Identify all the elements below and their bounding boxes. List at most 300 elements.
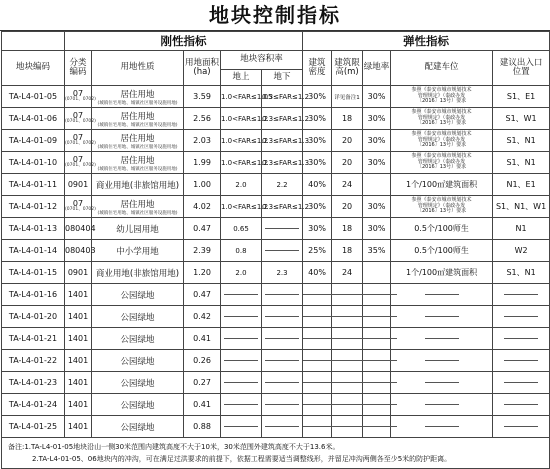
cell-density: [303, 350, 332, 372]
dash-mark: [265, 250, 299, 251]
property-name: 幼儿园用地: [116, 224, 159, 235]
table-row: [2, 394, 550, 416]
corner-cell: [2, 32, 65, 51]
cell-far-above: 0.8: [221, 240, 262, 262]
dash-mark: [332, 382, 366, 383]
cell-code: TA-L4-01-10: [2, 152, 65, 174]
cell-entrance: [493, 416, 550, 438]
cell-code: TA-L4-01-24: [2, 394, 65, 416]
property-name: 公园绿地: [120, 334, 155, 345]
cell-cls: [65, 130, 96, 152]
cell-entrance: [493, 350, 550, 372]
cell-prop: [92, 416, 184, 438]
class-code: 1401: [67, 311, 89, 321]
cell-far-below: [262, 416, 303, 438]
cell-area: 2.39: [184, 240, 221, 262]
cell-code: TA-L4-01-21: [2, 328, 65, 350]
cell-height: 18: [332, 218, 363, 240]
cell-height: 24: [332, 174, 363, 196]
cell-green: [363, 174, 391, 196]
cell-cls: [65, 262, 92, 284]
dash-mark: [265, 338, 299, 339]
cell-far-below: [262, 394, 303, 416]
dash-mark: [363, 426, 397, 427]
property-name: 商业用地(非旅馆用地): [95, 180, 180, 191]
dash-mark: [332, 404, 366, 405]
table-row: [2, 130, 550, 152]
dash-mark: [504, 360, 538, 361]
dash-mark: [265, 404, 299, 405]
dash-mark: [425, 316, 459, 317]
dash-mark: [504, 338, 538, 339]
cell-prop: [92, 328, 184, 350]
cell-green: [363, 394, 391, 416]
cell-prop: [92, 350, 184, 372]
cell-green: [363, 284, 391, 306]
cell-height: 20: [332, 130, 363, 152]
property-name: 商业用地(非旅馆用地): [95, 268, 180, 279]
dash-mark: [265, 360, 299, 361]
property-name: 居住用地: [120, 133, 155, 144]
cell-green: 30%: [363, 86, 391, 108]
elastic-indicators-header: 弹性指标: [303, 32, 550, 51]
property-name: 公园绿地: [120, 378, 155, 389]
dash-mark: [425, 338, 459, 339]
table-row: [2, 262, 550, 284]
cell-code: TA-L4-01-14: [2, 240, 65, 262]
cell-cls: [65, 284, 92, 306]
property-sub: (城镇住宅用地、城镇社区服务设施用地): [97, 210, 178, 216]
cell-entrance: [493, 284, 550, 306]
cell-far-above: [221, 350, 262, 372]
cell-area: 0.26: [184, 350, 221, 372]
class-code-sub: (0701、0702): [65, 141, 96, 147]
cell-cls: [65, 350, 92, 372]
cell-area: 1.00: [184, 174, 221, 196]
class-code: 07: [72, 111, 84, 121]
cell-cls: [65, 328, 92, 350]
cell-entrance: [493, 306, 550, 328]
cell-far-above: [221, 328, 262, 350]
header-entrance: 建议出入口 位置: [493, 51, 550, 86]
dash-mark: [363, 294, 397, 295]
cell-far-above: 1.0<FAR≤1.2: [221, 108, 262, 130]
cell-far-above: 1.0<FAR≤1.2: [221, 130, 262, 152]
cell-far-below: [262, 240, 303, 262]
cell-density: [303, 416, 332, 438]
cell-entrance: N1、E1: [493, 174, 550, 196]
cell-code: TA-L4-01-23: [2, 372, 65, 394]
property-sub: (城镇住宅用地、城镇社区服务设施用地): [97, 122, 178, 128]
dash-mark: [265, 316, 299, 317]
cell-green: [363, 416, 391, 438]
class-code: 07: [72, 89, 84, 99]
cell-cls: [65, 394, 92, 416]
cell-height: [332, 394, 363, 416]
cell-green: [363, 306, 391, 328]
cell-area: 0.42: [184, 306, 221, 328]
cell-area: 0.88: [184, 416, 221, 438]
cell-far-above: 2.0: [221, 174, 262, 196]
cell-green: 30%: [363, 108, 391, 130]
cell-entrance: [493, 328, 550, 350]
dash-mark: [425, 404, 459, 405]
cell-code: TA-L4-01-06: [2, 108, 65, 130]
cell-cls: [65, 86, 96, 108]
cell-green: 30%: [363, 196, 391, 218]
dash-mark: [504, 404, 538, 405]
dash-mark: [363, 404, 397, 405]
cell-parking: [391, 350, 493, 372]
cell-height: 20: [332, 152, 363, 174]
property-sub: (城镇住宅用地、城镇社区服务设施用地): [97, 166, 178, 172]
cell-cls: [65, 306, 92, 328]
cell-prop: [92, 196, 184, 218]
cell-prop: [92, 86, 184, 108]
property-name: 居住用地: [120, 111, 155, 122]
dash-mark: [224, 316, 258, 317]
control-indicator-table: [1, 31, 550, 469]
property-sub: (城镇住宅用地、城镇社区服务设施用地): [97, 100, 178, 106]
cell-cls: [65, 416, 92, 438]
cell-far-above: [221, 284, 262, 306]
dash-mark: [265, 294, 299, 295]
table-row: [2, 152, 550, 174]
dash-mark: [504, 426, 538, 427]
dash-mark: [332, 316, 366, 317]
cell-parking: 参照《泰安市城市规划技术 管理规定》（泰政办发 〔2016〕13号）要求: [391, 196, 493, 218]
dash-mark: [504, 294, 538, 295]
cell-area: 0.47: [184, 284, 221, 306]
cell-far-above: [221, 416, 262, 438]
cell-prop: [92, 262, 184, 284]
cell-density: [303, 328, 332, 350]
cell-far-below: 0.3≤FAR≤1.2: [262, 196, 303, 218]
cell-far-above: 1.0<FAR≤1.05: [221, 86, 262, 108]
cell-far-above: 1.0<FAR≤1.2: [221, 152, 262, 174]
note-1: 备注:1.TA-L4-01-05地块沿山一侧30米范围内建筑高度不大于10米，30米范围外建筑高度不大于13.6米。: [8, 443, 340, 451]
cell-code: TA-L4-01-12: [2, 196, 65, 218]
cell-height: [332, 350, 363, 372]
dash-mark: [332, 360, 366, 361]
cell-far-below: 0.3≤FAR≤1.3: [262, 152, 303, 174]
cell-parking: [391, 372, 493, 394]
property-name: 居住用地: [120, 155, 155, 166]
cell-parking: 1个/100㎡建筑面积: [391, 174, 493, 196]
cell-prop: [92, 218, 184, 240]
cell-height: 20: [332, 196, 363, 218]
cell-code: TA-L4-01-16: [2, 284, 65, 306]
class-code: 07: [72, 133, 84, 143]
dash-mark: [425, 360, 459, 361]
cell-height: [332, 328, 363, 350]
dash-mark: [332, 294, 366, 295]
class-code-sub: (0701、0702): [65, 97, 96, 103]
cell-area: 1.99: [184, 152, 221, 174]
header-height: 建筑限 高(m): [332, 51, 363, 86]
cell-prop: [92, 394, 184, 416]
cell-parking: 参照《泰安市城市规划技术 管理规定》（泰政办发 〔2016〕13号）要求: [391, 130, 493, 152]
property-name: 公园绿地: [120, 356, 155, 367]
cell-cls: [65, 174, 92, 196]
cell-green: [363, 350, 391, 372]
cell-green: 35%: [363, 240, 391, 262]
cell-green: 30%: [363, 130, 391, 152]
cell-far-above: 1.0<FAR≤1.2: [221, 196, 262, 218]
dash-mark: [425, 294, 459, 295]
cell-far-above: [221, 372, 262, 394]
class-code: 1401: [67, 333, 89, 343]
dash-mark: [224, 294, 258, 295]
dash-mark: [363, 382, 397, 383]
dash-mark: [363, 360, 397, 361]
property-name: 公园绿地: [120, 422, 155, 433]
table-row: [2, 350, 550, 372]
cell-code: TA-L4-01-25: [2, 416, 65, 438]
cell-prop: [92, 174, 184, 196]
page-title: 地块控制指标: [0, 0, 550, 31]
class-code-sub: (0701、0702): [65, 119, 96, 125]
cell-area: 0.41: [184, 394, 221, 416]
header-code: 地块编码: [2, 51, 65, 86]
cell-prop: [92, 240, 184, 262]
cell-density: 30%: [303, 130, 332, 152]
cell-area: 2.03: [184, 130, 221, 152]
cell-prop: [92, 130, 184, 152]
cell-far-below: [262, 306, 303, 328]
header-density: 建筑 密度: [303, 51, 332, 86]
class-code-sub: (0701、0702): [65, 163, 96, 169]
property-name: 中小学用地: [116, 246, 159, 257]
header-class-code: 分类 编码: [65, 51, 92, 86]
rigid-indicators-header: 刚性指标: [65, 32, 303, 51]
cell-area: 3.59: [184, 86, 221, 108]
cell-far-below: [262, 328, 303, 350]
class-code: 080404: [65, 223, 96, 233]
class-code: 1401: [67, 399, 89, 409]
cell-far-below: 0.3≤FAR≤1.3: [262, 130, 303, 152]
cell-far-below: [262, 284, 303, 306]
cell-density: [303, 306, 332, 328]
cell-density: 30%: [303, 108, 332, 130]
cell-green: [363, 262, 391, 284]
cell-density: 30%: [303, 152, 332, 174]
class-code-sub: (0701、0702): [65, 207, 96, 213]
cell-code: TA-L4-01-15: [2, 262, 65, 284]
header-area: [184, 51, 221, 86]
cell-cls: [65, 240, 96, 262]
cell-area: 4.02: [184, 196, 221, 218]
cell-parking: 参照《泰安市城市规划技术 管理规定》（泰政办发 〔2016〕13号）要求: [391, 152, 493, 174]
cell-far-below: 0.3≤FAR≤1.2: [262, 86, 303, 108]
cell-area: 2.56: [184, 108, 221, 130]
dash-mark: [425, 426, 459, 427]
cell-prop: [92, 108, 184, 130]
class-code: 1401: [67, 355, 89, 365]
dash-mark: [265, 382, 299, 383]
header-far-above: 地上: [221, 70, 262, 86]
cell-cls: [65, 108, 96, 130]
cell-parking: 0.5个/100师生: [391, 218, 493, 240]
cell-height: [332, 372, 363, 394]
cell-entrance: [493, 372, 550, 394]
table-row: [2, 196, 550, 218]
header-area-label: 用地面积: [184, 57, 219, 68]
cell-height: 18: [332, 240, 363, 262]
cell-density: 25%: [303, 240, 332, 262]
cell-far-above: 2.0: [221, 262, 262, 284]
cell-far-above: [221, 306, 262, 328]
header-far-below: 地下: [262, 70, 303, 86]
dash-mark: [363, 316, 397, 317]
table-row: [2, 306, 550, 328]
header-green: 绿地率: [363, 51, 391, 86]
cell-height: [332, 416, 363, 438]
cell-density: [303, 284, 332, 306]
dash-mark: [224, 338, 258, 339]
table-row: [2, 240, 550, 262]
class-code: 1401: [67, 421, 89, 431]
cell-far-below: [262, 350, 303, 372]
dash-mark: [265, 426, 299, 427]
cell-cls: [65, 152, 96, 174]
table-body: [2, 86, 550, 438]
property-name: 居住用地: [120, 89, 155, 100]
note-2: 2.TA-L4-01-05、06地块内的冲沟，可在满足过洪要求的前提下，依据工程需要适当调整线形，并留足冲沟两侧各至少5米的防护距离。: [32, 455, 452, 463]
cell-parking: 1个/100㎡建筑面积: [391, 262, 493, 284]
table-row: [2, 218, 550, 240]
cell-parking: 0.5个/100师生: [391, 240, 493, 262]
cell-area: 0.27: [184, 372, 221, 394]
cell-density: 30%: [303, 86, 332, 108]
cell-density: 40%: [303, 174, 332, 196]
cell-parking: 参照《泰安市城市规划技术 管理规定》（泰政办发 〔2016〕13号）要求: [391, 86, 493, 108]
header-far: 地块容积率: [221, 51, 303, 70]
dash-mark: [504, 316, 538, 317]
dash-mark: [265, 228, 299, 229]
cell-height: 24: [332, 262, 363, 284]
class-code: 0901: [67, 267, 89, 277]
cell-area: 1.20: [184, 262, 221, 284]
cell-entrance: N1: [493, 218, 550, 240]
dash-mark: [224, 426, 258, 427]
cell-entrance: W2: [493, 240, 550, 262]
cell-height: [332, 284, 363, 306]
table-row: [2, 174, 550, 196]
cell-entrance: S1、N1: [493, 130, 550, 152]
cell-parking: [391, 416, 493, 438]
cell-green: [363, 372, 391, 394]
cell-code: TA-L4-01-20: [2, 306, 65, 328]
cell-code: TA-L4-01-22: [2, 350, 65, 372]
cell-parking: 参照《泰安市城市规划技术 管理规定》（泰政办发 〔2016〕13号）要求: [391, 108, 493, 130]
cell-entrance: [493, 394, 550, 416]
dash-mark: [363, 338, 397, 339]
class-code: 0901: [67, 179, 89, 189]
cell-entrance: S1、N1: [493, 152, 550, 174]
cell-cls: [65, 218, 96, 240]
cell-prop: [92, 284, 184, 306]
dash-mark: [224, 382, 258, 383]
cell-density: 30%: [303, 196, 332, 218]
dash-mark: [504, 382, 538, 383]
cell-far-below: [262, 218, 303, 240]
property-sub: (城镇住宅用地、城镇社区服务设施用地): [97, 144, 178, 150]
cell-parking: [391, 306, 493, 328]
cell-code: TA-L4-01-13: [2, 218, 65, 240]
cell-far-above: [221, 394, 262, 416]
cell-far-below: 2.3: [262, 262, 303, 284]
table-row: [2, 416, 550, 438]
cell-area: 0.47: [184, 218, 221, 240]
cell-parking: [391, 284, 493, 306]
cell-density: 30%: [303, 218, 332, 240]
cell-prop: [92, 306, 184, 328]
table-row: [2, 86, 550, 108]
cell-far-above: 0.65: [221, 218, 262, 240]
cell-density: [303, 394, 332, 416]
class-code: 07: [72, 199, 84, 209]
notes: [2, 438, 550, 469]
cell-height: 详见备注1: [332, 86, 363, 108]
dash-mark: [425, 382, 459, 383]
dash-mark: [224, 404, 258, 405]
table-row: [2, 328, 550, 350]
cell-code: TA-L4-01-05: [2, 86, 65, 108]
cell-parking: [391, 394, 493, 416]
cell-cls: [65, 196, 96, 218]
cell-green: [363, 328, 391, 350]
cell-code: TA-L4-01-09: [2, 130, 65, 152]
cell-prop: [92, 152, 184, 174]
table-row: [2, 372, 550, 394]
class-code: 07: [72, 155, 84, 165]
class-code: 1401: [67, 377, 89, 387]
cell-height: 18: [332, 108, 363, 130]
header-area-unit: (ha): [193, 67, 211, 77]
dash-mark: [332, 338, 366, 339]
cell-entrance: S1、W1: [493, 108, 550, 130]
cell-entrance: S1、N1: [493, 262, 550, 284]
property-name: 公园绿地: [120, 400, 155, 411]
cell-far-below: 2.2: [262, 174, 303, 196]
header-parking: 配建车位: [391, 51, 493, 86]
cell-green: 30%: [363, 152, 391, 174]
cell-entrance: S1、E1: [493, 86, 550, 108]
property-name: 居住用地: [120, 199, 155, 210]
cell-height: [332, 306, 363, 328]
cell-density: [303, 372, 332, 394]
cell-density: 40%: [303, 262, 332, 284]
cell-green: 30%: [363, 218, 391, 240]
dash-mark: [332, 426, 366, 427]
cell-cls: [65, 372, 92, 394]
dash-mark: [224, 360, 258, 361]
cell-far-below: [262, 372, 303, 394]
class-code: 080403: [65, 245, 96, 255]
cell-code: TA-L4-01-11: [2, 174, 65, 196]
class-code: 1401: [67, 289, 89, 299]
header-property: 用地性质: [92, 51, 184, 86]
property-name: 公园绿地: [120, 290, 155, 301]
table-row: [2, 284, 550, 306]
cell-entrance: S1、N1、W1: [493, 196, 550, 218]
table-row: [2, 108, 550, 130]
cell-prop: [92, 372, 184, 394]
cell-area: 0.41: [184, 328, 221, 350]
property-name: 公园绿地: [120, 312, 155, 323]
cell-far-below: 0.3≤FAR≤1.2: [262, 108, 303, 130]
